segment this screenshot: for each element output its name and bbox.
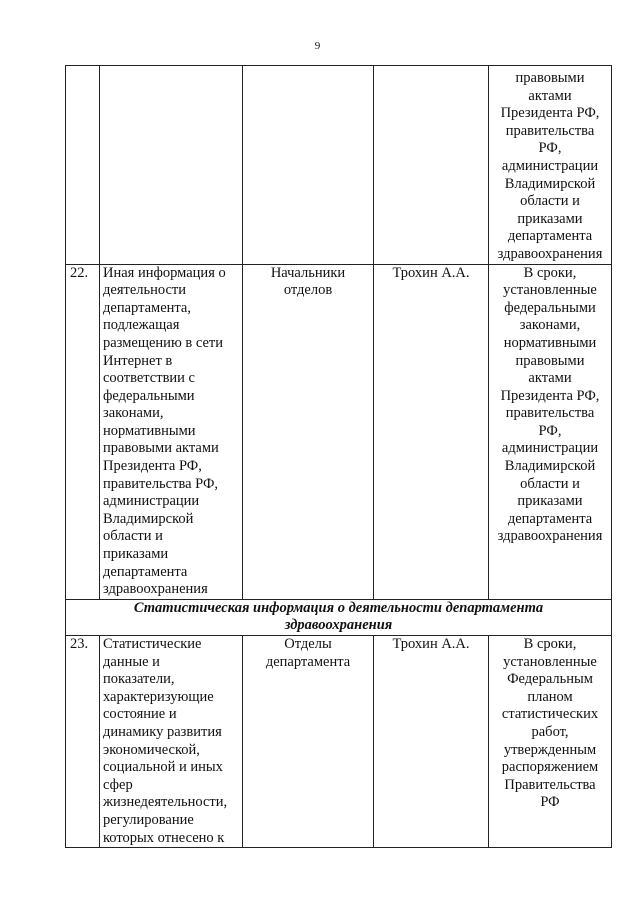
text-line: Владимирской	[504, 458, 596, 475]
text-line: департамента	[265, 653, 351, 670]
text-line: департамента	[507, 510, 593, 527]
text-line: работ,	[531, 723, 569, 740]
section-title-line1: Статистическая информация о деятельности департамента	[133, 599, 544, 616]
text-line: регулирование	[103, 811, 194, 828]
section-header-row	[66, 599, 612, 635]
text-line: области и	[520, 475, 580, 492]
text-line: установленные	[503, 653, 597, 670]
table-row-continued	[66, 66, 612, 265]
text-line: актами	[528, 370, 572, 387]
text-line: федеральными	[103, 387, 195, 404]
text-line: Статистические	[103, 636, 202, 652]
text-line: В сроки,	[523, 264, 577, 281]
text-line: области и	[520, 193, 580, 210]
cell-info	[100, 66, 243, 265]
text-line: департамента	[507, 228, 593, 245]
section-title-line2: здравоохранения	[284, 617, 393, 634]
text-line: В сроки,	[523, 636, 577, 652]
text-line: статистических	[501, 706, 599, 723]
cell-responsible: Трохин А.А.	[374, 264, 489, 599]
text-line: Президента РФ,	[500, 105, 600, 122]
document-table	[65, 65, 612, 848]
text-line: Начальники	[270, 264, 346, 281]
text-line: которых отнесено к	[103, 829, 225, 846]
row-number: 22.	[66, 264, 100, 599]
text-line: области и	[103, 528, 163, 545]
table-row-23	[66, 636, 612, 848]
text-line: Правительства	[504, 776, 596, 793]
text-line: подлежащая	[103, 317, 180, 334]
text-line: федеральными	[504, 299, 596, 316]
text-line: динамику развития	[103, 723, 222, 740]
text-line: приказами	[517, 210, 583, 227]
text-line: правовыми	[515, 70, 585, 86]
text-line: показатели,	[103, 671, 175, 688]
text-line: здравоохранения	[103, 581, 208, 598]
text-line: нормативными	[103, 422, 196, 439]
text-line: законами,	[103, 405, 164, 422]
text-line: состояние и	[103, 706, 177, 723]
text-line: характеризующие	[103, 688, 214, 705]
text-line: жизнедеятельности,	[103, 794, 228, 811]
text-line: размещению в сети	[103, 334, 224, 351]
text-line: данные и	[103, 653, 160, 670]
text-line: распоряжением	[501, 759, 599, 776]
text-line: РФ,	[538, 422, 562, 439]
text-line: администрации	[103, 493, 200, 510]
text-line: соответствии с	[103, 370, 195, 387]
text-line: Отделы	[284, 636, 332, 652]
cell-unit	[243, 66, 374, 265]
text-line: Федеральным	[507, 671, 593, 688]
text-line: экономической,	[103, 741, 200, 758]
text-line: правительства РФ,	[103, 475, 219, 492]
table-row-22	[66, 264, 612, 599]
text-line: законами,	[519, 317, 581, 334]
row-number: 23.	[66, 636, 100, 848]
text-line: Иная информация о	[103, 264, 226, 281]
text-line: администрации	[501, 440, 599, 457]
cell-num	[66, 66, 100, 265]
text-line: нормативными	[503, 334, 597, 351]
cell-unit	[243, 636, 374, 848]
text-line: здравоохранения	[497, 528, 603, 545]
section-title	[66, 599, 612, 635]
cell-responsible	[374, 66, 489, 265]
cell-terms	[489, 264, 612, 599]
text-line: здравоохранения	[497, 245, 603, 262]
cell-info	[100, 636, 243, 848]
text-line: отделов	[283, 282, 333, 299]
text-line: актами	[528, 87, 572, 104]
text-line: приказами	[517, 493, 583, 510]
cell-terms	[489, 636, 612, 848]
text-line: правительства	[505, 405, 595, 422]
text-line: утвержденным	[503, 741, 597, 758]
text-line: департамента	[103, 563, 188, 580]
text-line: администрации	[501, 157, 599, 174]
text-line: деятельности	[103, 282, 187, 299]
text-line: РФ	[540, 794, 560, 811]
cell-responsible: Трохин А.А.	[374, 636, 489, 848]
text-line: Президента РФ,	[103, 458, 202, 475]
text-line: Владимирской	[103, 510, 194, 527]
text-line: планом	[527, 688, 573, 705]
text-line: правительства	[505, 122, 595, 139]
text-line: РФ,	[538, 140, 562, 157]
text-line: Президента РФ,	[500, 387, 600, 404]
text-line: правовыми актами	[103, 440, 219, 457]
text-line: правовыми	[515, 352, 585, 369]
cell-unit	[243, 264, 374, 599]
text-line: сфер	[103, 776, 133, 793]
cell-info	[100, 264, 243, 599]
text-line: Владимирской	[504, 175, 596, 192]
page-number: 9	[314, 40, 321, 52]
text-line: приказами	[103, 546, 169, 563]
text-line: Интернет в	[103, 352, 173, 369]
text-line: установленные	[503, 282, 597, 299]
cell-terms	[489, 66, 612, 265]
text-line: социальной и иных	[103, 759, 223, 776]
text-line: департамента,	[103, 299, 191, 316]
